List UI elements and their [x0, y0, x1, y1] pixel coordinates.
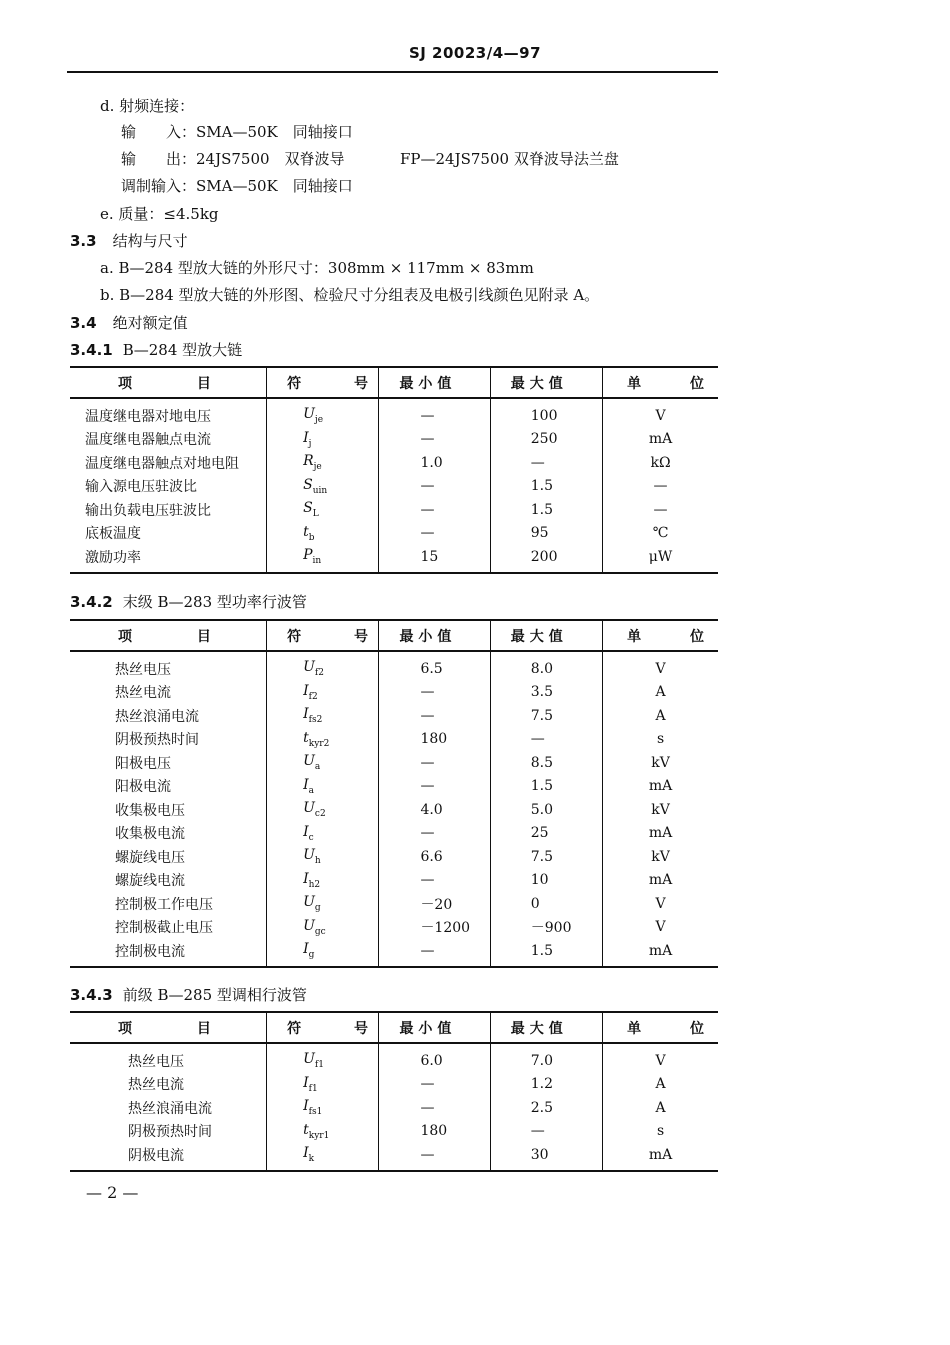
symbol-subscript: je: [314, 415, 324, 426]
table-b284-ratings: [70, 366, 718, 574]
section-3-4-1: [70, 340, 242, 360]
header-symbol: 符 号: [267, 367, 379, 398]
unit-value: ℃: [652, 525, 669, 542]
min-value: —: [379, 428, 490, 452]
param-symbol: [267, 428, 379, 452]
unit-value: mA: [603, 1143, 718, 1171]
unit-value: s: [656, 731, 665, 748]
min-value: 180: [379, 1120, 490, 1144]
table-row: [70, 845, 718, 869]
param-symbol: [267, 398, 379, 428]
param-symbol: [267, 651, 379, 681]
max-value: 0: [490, 892, 602, 916]
param-symbol: [267, 728, 379, 752]
unit-value: mA: [603, 939, 718, 967]
table-row: [70, 1043, 718, 1073]
unit-value: A: [655, 684, 666, 701]
section-3-4-3: [70, 985, 307, 1005]
table-row: [70, 1120, 718, 1144]
header-item: 项 目: [70, 1012, 267, 1043]
unit-value: A: [655, 1076, 666, 1093]
param-symbol: [267, 475, 379, 499]
min-value: 6.5: [379, 651, 490, 681]
symbol-subscript: fs1: [308, 1107, 323, 1118]
min-value: —: [379, 1096, 490, 1120]
min-value: 4.0: [379, 798, 490, 822]
header-max: 最大值: [490, 367, 602, 398]
table-row: [70, 869, 718, 893]
max-value: 5.0: [490, 798, 602, 822]
max-value: 2.5: [490, 1096, 602, 1120]
max-value: 250: [490, 428, 602, 452]
table-row: [70, 651, 718, 681]
param-name: 控制极截止电压: [70, 916, 267, 940]
table-row: [70, 728, 718, 752]
param-name: 阳极电压: [70, 751, 267, 775]
param-name: 阴极预热时间: [70, 728, 267, 752]
param-name: 阳极电流: [70, 775, 267, 799]
param-name: 热丝电压: [70, 651, 267, 681]
symbol-letter: I: [303, 429, 309, 446]
param-symbol: [267, 498, 379, 522]
header-max: 最大值: [490, 620, 602, 651]
table-row: [70, 751, 718, 775]
symbol-subscript: c2: [314, 809, 326, 820]
symbol-subscript: j: [308, 438, 312, 449]
symbol-subscript: uin: [312, 485, 328, 496]
param-name: 温度继电器触点电流: [70, 428, 267, 452]
unit-value: mA: [648, 872, 673, 889]
unit-value: V: [655, 407, 666, 424]
param-name: 底板温度: [70, 522, 267, 546]
section-number: 3.4.2: [70, 593, 113, 611]
symbol-letter: I: [303, 870, 309, 887]
param-symbol: [267, 939, 379, 967]
symbol-subscript: kyr1: [308, 1130, 330, 1141]
unit-value: mA: [648, 825, 673, 842]
param-symbol: [267, 892, 379, 916]
param-symbol: [267, 845, 379, 869]
symbol-letter: S: [303, 476, 313, 493]
section-3-4: [70, 313, 188, 333]
max-value: 1.2: [490, 1073, 602, 1097]
symbol-subscript: f2: [314, 668, 324, 679]
param-name: 螺旋线电压: [70, 845, 267, 869]
table-row: [70, 398, 718, 428]
param-name: 输入源电压驻波比: [70, 475, 267, 499]
min-value: 15: [379, 545, 490, 573]
max-value: 10: [490, 869, 602, 893]
symbol-subscript: f1: [314, 1060, 324, 1071]
min-value: 180: [379, 728, 490, 752]
section-title: 结构与尺寸: [112, 232, 188, 250]
param-symbol: [267, 1096, 379, 1120]
table-b285-ratings: [70, 1011, 718, 1172]
appendix-ref-line: b. B—284 型放大链的外形图、检验尺寸分组表及电极引线颜色见附录 A。: [100, 286, 600, 304]
header-unit: 单 位: [603, 620, 718, 651]
max-value: 8.5: [490, 751, 602, 775]
table-header-row: [70, 367, 718, 398]
symbol-subscript: b: [308, 532, 315, 543]
param-symbol: [267, 1120, 379, 1144]
symbol-letter: I: [303, 941, 309, 958]
table-row: [70, 1096, 718, 1120]
symbol-letter: P: [303, 547, 313, 564]
rf-output-flange: FP—24JS7500 双脊波导法兰盘: [400, 150, 619, 168]
symbol-subscript: je: [313, 462, 322, 473]
max-value: 1.5: [490, 498, 602, 522]
header-rule: [67, 71, 718, 73]
dimensions-line: a. B—284 型放大链的外形尺寸：308mm × 117mm × 83mm: [100, 259, 534, 277]
table-b283-ratings: [70, 619, 718, 968]
max-value: 8.0: [490, 651, 602, 681]
max-value: 1.5: [490, 775, 602, 799]
symbol-letter: I: [303, 706, 309, 723]
param-symbol: [267, 869, 379, 893]
header-unit: 单 位: [603, 1012, 718, 1043]
min-value: —: [379, 681, 490, 705]
section-number: 3.4.1: [70, 341, 113, 359]
param-name: 热丝浪涌电流: [70, 1096, 267, 1120]
param-name: 阴极预热时间: [70, 1120, 267, 1144]
symbol-subscript: gc: [314, 926, 326, 937]
unit-value: V: [655, 895, 666, 912]
header-item: 项 目: [70, 620, 267, 651]
param-symbol: [267, 822, 379, 846]
header-symbol: 符 号: [267, 1012, 379, 1043]
rf-connection-label: d. 射频连接：: [100, 97, 195, 115]
table-row: [70, 522, 718, 546]
param-name: 输出负载电压驻波比: [70, 498, 267, 522]
header-min: 最小值: [379, 1012, 490, 1043]
symbol-letter: U: [303, 1051, 315, 1068]
min-value: —: [379, 1073, 490, 1097]
table-row: [70, 545, 718, 573]
section-title: 前级 B—285 型调相行波管: [122, 986, 307, 1004]
header-min: 最小值: [379, 367, 490, 398]
table-row: [70, 498, 718, 522]
section-number: 3.3: [70, 232, 97, 250]
mod-input-line: 调制输入：SMA—50K 同轴接口: [121, 177, 353, 195]
symbol-letter: U: [303, 847, 315, 864]
symbol-letter: I: [303, 823, 309, 840]
table-row: [70, 1073, 718, 1097]
table-row: [70, 775, 718, 799]
symbol-subscript: kyr2: [308, 738, 330, 749]
unit-value: kV: [651, 848, 670, 865]
symbol-letter: I: [303, 1145, 309, 1162]
symbol-letter: S: [303, 500, 313, 517]
unit-value: A: [655, 1099, 666, 1116]
unit-value: kV: [651, 754, 670, 771]
header-item: 项 目: [70, 367, 267, 398]
table-header-row: [70, 1012, 718, 1043]
param-symbol: [267, 1043, 379, 1073]
param-name: 控制极工作电压: [70, 892, 267, 916]
rf-input-line: 输 入：SMA—50K 同轴接口: [121, 123, 353, 141]
param-symbol: [267, 798, 379, 822]
min-value: －1200: [379, 916, 490, 940]
param-name: 收集极电压: [70, 798, 267, 822]
min-value: 6.0: [379, 1043, 490, 1073]
table-row: [70, 892, 718, 916]
symbol-subscript: in: [312, 556, 322, 567]
param-name: 控制极电流: [70, 939, 267, 967]
unit-value: mA: [648, 431, 673, 448]
max-value: —: [490, 1120, 602, 1144]
param-name: 温度继电器触点对地电阻: [70, 451, 267, 475]
symbol-subscript: L: [312, 509, 319, 520]
unit-value: kΩ: [650, 454, 671, 471]
param-symbol: [267, 775, 379, 799]
param-symbol: [267, 522, 379, 546]
symbol-subscript: a: [308, 785, 314, 796]
section-3-4-2: [70, 592, 307, 612]
param-name: 热丝电压: [70, 1043, 267, 1073]
max-value: 100: [490, 398, 602, 428]
max-value: 7.0: [490, 1043, 602, 1073]
param-name: 收集极电流: [70, 822, 267, 846]
symbol-subscript: f1: [308, 1083, 318, 1094]
param-name: 螺旋线电流: [70, 869, 267, 893]
table-row: [70, 428, 718, 452]
table-row: [70, 939, 718, 967]
header-min: 最小值: [379, 620, 490, 651]
param-symbol: [267, 451, 379, 475]
table-row: [70, 916, 718, 940]
unit-value: V: [655, 919, 666, 936]
symbol-subscript: a: [314, 762, 321, 773]
unit-value: mA: [648, 778, 673, 795]
header-symbol: 符 号: [267, 620, 379, 651]
min-value: —: [379, 939, 490, 967]
param-symbol: [267, 681, 379, 705]
param-name: 热丝电流: [70, 1073, 267, 1097]
table-header-row: [70, 620, 718, 651]
param-symbol: [267, 545, 379, 573]
param-symbol: [267, 751, 379, 775]
min-value: —: [379, 869, 490, 893]
min-value: —: [379, 498, 490, 522]
min-value: —: [379, 1143, 490, 1171]
table-row: [70, 798, 718, 822]
symbol-letter: U: [303, 800, 315, 817]
max-value: 1.5: [490, 939, 602, 967]
symbol-subscript: fs2: [308, 715, 323, 726]
symbol-letter: I: [303, 682, 309, 699]
unit-value: —: [653, 501, 668, 518]
table-row: [70, 1143, 718, 1171]
symbol-letter: t: [303, 1121, 309, 1138]
table-row: [70, 704, 718, 728]
unit-value: A: [655, 707, 666, 724]
min-value: －20: [379, 892, 490, 916]
section-number: 3.4: [70, 314, 97, 332]
symbol-subscript: g: [308, 950, 315, 961]
section-title: 绝对额定值: [112, 314, 188, 332]
symbol-letter: R: [303, 453, 314, 470]
param-name: 温度继电器对地电压: [70, 398, 267, 428]
max-value: 3.5: [490, 681, 602, 705]
unit-value: V: [655, 660, 666, 677]
param-name: 阴极电流: [70, 1143, 267, 1171]
max-value: 1.5: [490, 475, 602, 499]
table-row: [70, 681, 718, 705]
symbol-subscript: c: [308, 832, 314, 843]
max-value: —: [490, 451, 602, 475]
param-symbol: [267, 1143, 379, 1171]
section-title: 末级 B—283 型功率行波管: [122, 593, 307, 611]
param-symbol: [267, 1073, 379, 1097]
unit-value: μW: [603, 545, 718, 573]
param-name: 激励功率: [70, 545, 267, 573]
max-value: —: [490, 728, 602, 752]
table-row: [70, 822, 718, 846]
table-row: [70, 451, 718, 475]
param-name: 热丝浪涌电流: [70, 704, 267, 728]
section-number: 3.4.3: [70, 986, 113, 1004]
symbol-letter: I: [303, 776, 309, 793]
symbol-letter: U: [303, 753, 315, 770]
max-value: 30: [490, 1143, 602, 1171]
mass-line: e. 质量：≤4.5kg: [100, 205, 219, 223]
symbol-subscript: h: [314, 856, 321, 867]
symbol-letter: U: [303, 406, 315, 423]
symbol-letter: t: [303, 523, 309, 540]
unit-value: kV: [651, 801, 670, 818]
document-code-header: SJ 20023/4—97: [408, 44, 542, 62]
unit-value: V: [655, 1052, 666, 1069]
symbol-subscript: h2: [308, 879, 321, 890]
param-symbol: [267, 916, 379, 940]
min-value: —: [379, 522, 490, 546]
min-value: —: [379, 775, 490, 799]
max-value: 7.5: [490, 845, 602, 869]
symbol-subscript: g: [314, 903, 321, 914]
symbol-letter: I: [303, 1098, 309, 1115]
rf-output-line: 输 出：24JS7500 双脊波导: [121, 150, 345, 168]
min-value: —: [379, 704, 490, 728]
symbol-subscript: k: [308, 1154, 315, 1165]
page-number: — 2 —: [86, 1183, 139, 1202]
min-value: —: [379, 475, 490, 499]
min-value: —: [379, 398, 490, 428]
symbol-letter: t: [303, 729, 309, 746]
max-value: 95: [490, 522, 602, 546]
header-unit: 单 位: [603, 367, 718, 398]
max-value: 25: [490, 822, 602, 846]
symbol-letter: U: [303, 917, 315, 934]
param-symbol: [267, 704, 379, 728]
max-value: 200: [490, 545, 602, 573]
min-value: —: [379, 751, 490, 775]
section-3-3: [70, 231, 188, 251]
param-name: 热丝电流: [70, 681, 267, 705]
min-value: —: [379, 822, 490, 846]
unit-value: s: [656, 1123, 665, 1140]
min-value: 1.0: [379, 451, 490, 475]
symbol-letter: I: [303, 1074, 309, 1091]
unit-value: —: [653, 478, 668, 495]
symbol-letter: U: [303, 659, 315, 676]
max-value: －900: [490, 916, 602, 940]
table-row: [70, 475, 718, 499]
section-title: B—284 型放大链: [122, 341, 243, 359]
max-value: 7.5: [490, 704, 602, 728]
symbol-letter: U: [303, 894, 315, 911]
header-max: 最大值: [490, 1012, 602, 1043]
symbol-subscript: f2: [308, 691, 318, 702]
min-value: 6.6: [379, 845, 490, 869]
